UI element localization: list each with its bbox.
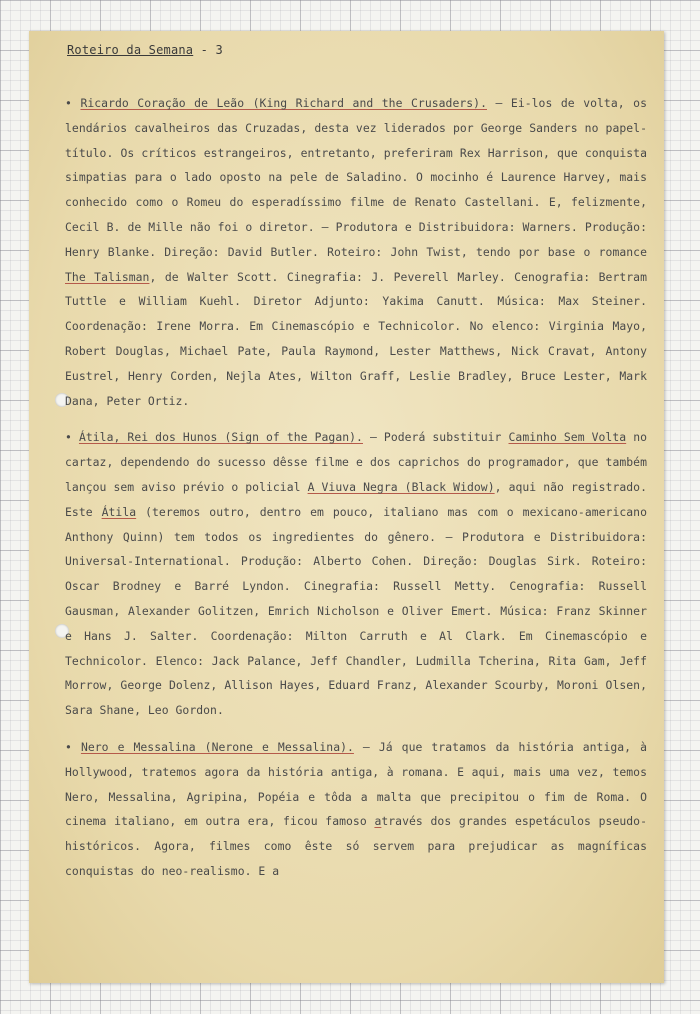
page-body bbox=[65, 91, 647, 896]
entry-text: — Ei-los de volta, os lendários cavalheiros das Cruzadas, desta vez liderados por George Sanders no papel-título. Os críticos estrangeiros, entretanto, preferiram Rex Harrison, que conquista simpatias para o lado oposto na pele de Saladino. O mocinho é Laurence Harvey, mais conhecido como o Romeu do esperadíssimo filme de Renato Castellani. E, felizmente, Cecil B. de Mille não foi o diretor. — Produtora e Distribuidora: Warners. Produção: Henry Blanke. Direção: David Butler. Roteiro: John Twist, tendo por base o romance bbox=[65, 96, 647, 259]
film-title: Nero e Messalina (Nerone e Messalina). bbox=[80, 739, 354, 754]
entry-text: través dos grandes espetáculos pseudo-históricos. Agora, filmes como êste só servem para prejudicar as magníficas conquistas do neo-realismo. E a bbox=[65, 814, 647, 878]
entry-text: (teremos outro, dentro em pouco, italiano mas com o mexicano-americano Anthony Quinn) tem todos os ingredientes do gênero. — Produtora e Distribuidora: Universal-International. Produção: Alberto Cohen. Direção: Douglas Sirk. Roteiro: Oscar Brodney e Barré Lyndon. Cinegrafia: Russell Metty. Cenografia: Russell Gausman, Alexander Golitzen, Emrich Nicholson e Oliver Emert. Música: Franz Skinner e Hans J. Salter. Coordenação: Milton Carruth e Al Clark. Em Cinemascópio e Technicolor. Elenco: Jack Palance, Jeff Chandler, Ludmilla Tcherina, Rita Gam, Jeff Morrow, George Dolenz, Allison Hayes, Eduard Franz, Alexander Scourby, Moroni Olsen, Sara Shane, Leo Gordon. bbox=[65, 504, 648, 718]
entry-text: — Poderá substituir bbox=[362, 430, 509, 445]
bullet: • bbox=[65, 96, 72, 110]
book-title: The Talisman bbox=[65, 269, 150, 284]
film-reference: Átila bbox=[101, 504, 137, 519]
film-entry-atila bbox=[65, 425, 647, 723]
entry-text: — Já que tratamos da história antiga, à Hollywood, tratemos agora da história antiga, à romana. E aqui, mais uma vez, temos Nero, Messalina, Agripina, Popéia e tôda a malta que precipitou o fim de Roma. O cinema italiano, em outra era, ficou famoso bbox=[65, 739, 647, 829]
underlined-letter: a bbox=[374, 814, 382, 829]
entry-text: , de Walter Scott. Cinegrafia: J. Peverell Marley. Cenografia: Bertram Tuttle e William Kuehl. Diretor Adjunto: Yakima Canutt. Música: Max Steiner. Coordenação: Irene Morra. Em Cinemascópio e Technicolor. No elenco: Virginia Mayo, Robert Douglas, Michael Pate, Paula Raymond, Lester Matthews, Nick Cravat, Antony Eustrel, Henry Corden, Nejla Ates, Wilton Graff, Leslie Bradley, Bruce Lester, Mark Dana, Peter Ortiz. bbox=[65, 269, 647, 408]
entry-text: , aqui não registrado. Este bbox=[65, 479, 647, 519]
film-reference: Caminho Sem Volta bbox=[508, 430, 627, 445]
film-entry-ricardo bbox=[65, 91, 647, 413]
page-header bbox=[67, 43, 223, 57]
header-title: Roteiro da Semana bbox=[67, 43, 194, 57]
bullet: • bbox=[65, 739, 72, 754]
film-entry-nero bbox=[65, 735, 647, 884]
film-title: Átila, Rei dos Hunos (Sign of the Pagan). bbox=[78, 430, 363, 445]
entry-text: no cartaz, dependendo do sucesso dêsse filme e dos caprichos do programador, que também lançou sem aviso prévio o policial bbox=[65, 430, 648, 494]
film-title: Ricardo Coração de Leão (King Richard and the Crusaders). bbox=[80, 96, 487, 110]
header-page-number: - 3 bbox=[200, 43, 223, 57]
typewritten-page bbox=[29, 31, 664, 983]
bullet: • bbox=[65, 430, 72, 445]
film-reference: A Viuva Negra (Black Widow) bbox=[307, 479, 495, 494]
